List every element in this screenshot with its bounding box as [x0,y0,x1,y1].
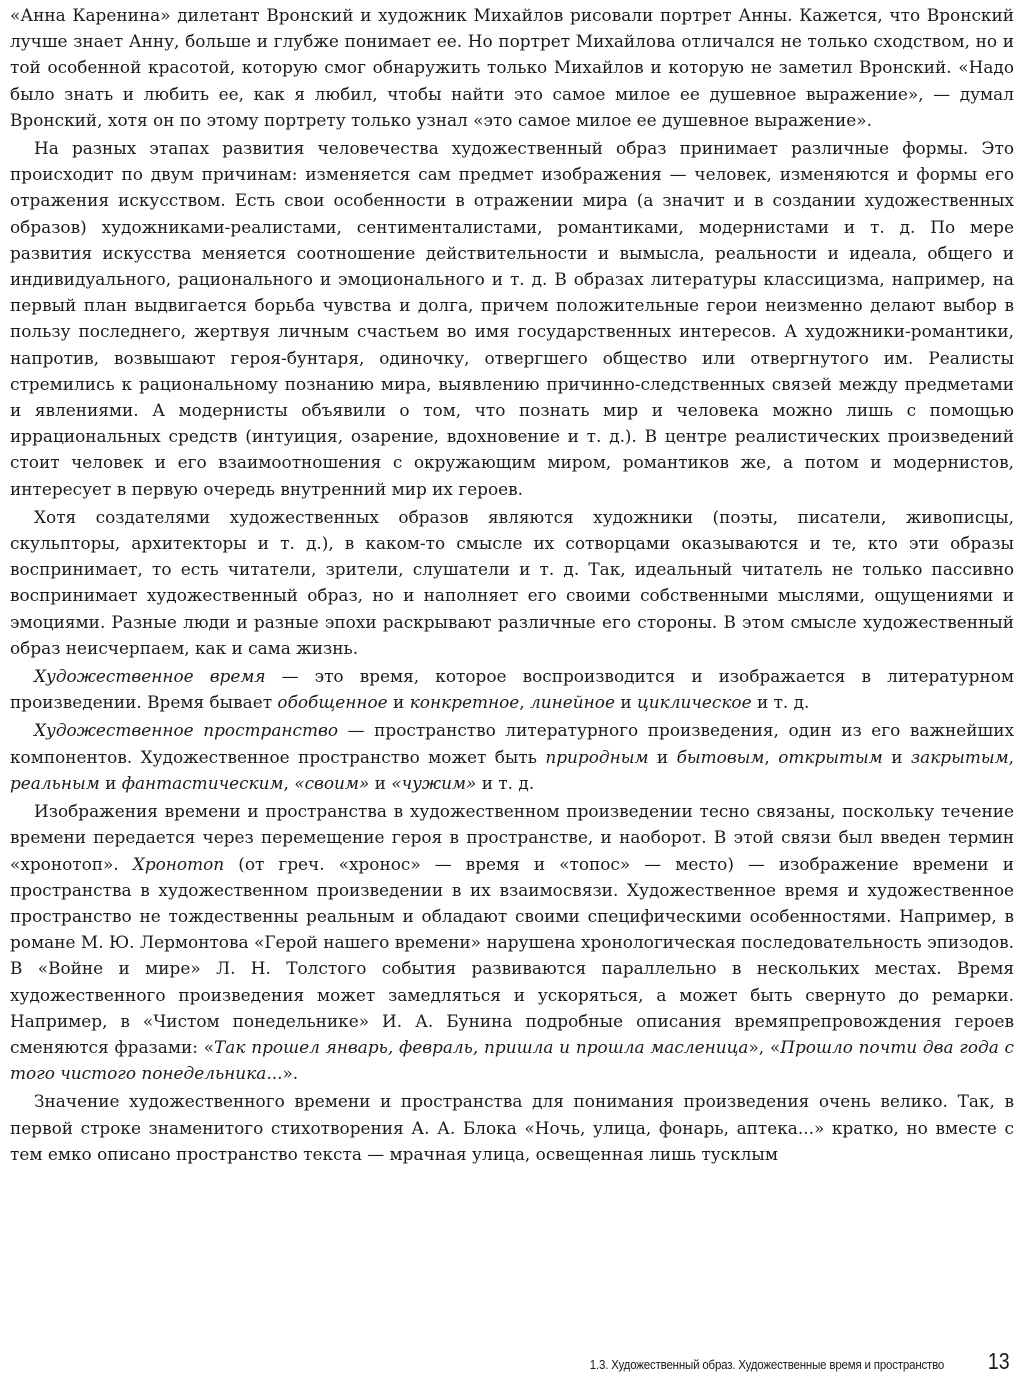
text-run: , [1008,746,1014,767]
italic-run: открытым [778,746,883,767]
italic-run: Прошло почти два года с того чистого понедельника... [10,1036,1015,1084]
italic-run: циклическое [636,692,752,713]
text-run: и [648,746,677,767]
text-run: », « [748,1036,781,1057]
italic-run: Художественное пространство [34,720,339,741]
italic-run: «чужим» [391,772,477,793]
paragraph-4 [10,663,1014,715]
italic-run: бытовым [676,746,765,767]
text-run: и [387,692,410,713]
text-run: — это время, которое воспроизводится и изображается в литературном произведении. Время бывает [10,666,1015,713]
text-run: ». [282,1063,299,1084]
italic-run: Хронотоп [132,853,225,874]
text-run: , [764,746,779,767]
page-footer [0,1348,1010,1378]
italic-run: природным [545,746,649,767]
text-run: (от греч. «хронос» — время и «топос» — место) — изображение времени и пространства в художественном произведении в их взаимосвязи. Художественное время и художественное пространство не тождественны реальным и обладают своими специфическими особенностями. Например, в романе М. Ю. Лермонтова «Герой нашего времени» нарушена хронологическая последовательность эпизодов. В «Войне и мире» Л. Н. Толстого события развиваются параллельно в нескольких местах. Время художественного произведения может замедляться и ускоряться, а может быть свернуто до ремарки. Например, в «Чистом понедельнике» И. А. Бунина подробные описания времяпрепровождения героев сменяются фразами: « [10,853,1014,1057]
text-run: «Анна Каренина» дилетант Вронский и художник Михайлов рисовали портрет Анны. Кажется, что Вронский лучше знает Анну, больше и глубже понимает ее. Но портрет Михайлова отличался не только сходством, но и той особенной красотой, которую смог обнаружить только Михайлов и которую не заметил Вронский. «Надо было знать и любить ее, как я любил, чтобы найти это самое милое ее душевное выражение», — думал Вронский, хотя он по этому портрету только узнал «это самое милое ее душевное выражение». [10,5,1014,130]
paragraph-5 [10,717,1014,796]
paragraph-6 [10,798,1014,1086]
text-run: и т. д. [751,692,810,713]
text-run: и [369,772,392,793]
italic-run: реальным [10,772,100,793]
text-run: На разных этапах развития человечества художественный образ принимает различные формы. Это происходит по двум причинам: изменяется сам предмет изображения — человек, изменяются и формы его отражения искусством. Есть свои особенности в отражении мира (а значит и в создании художественных образов) художниками-реалистами, сентименталистами, романтиками, модернистами и т. д. По мере развития искусства меняется соотношение действительности и вымысла, реальности и идеала, общего и индивидуального, рационального и эмоционального и т. д. В образах литературы классицизма, например, на первый план выдвигается борьба чувства и долга, причем положительные герои неизменно делают выбор в пользу последнего, жертвуя личным счастьем во имя государственных интересов. А художники-романтики, напротив, возвышают героя-бунтаря, одиночку, отвергшего общество или отвергнутого им. Реалисты стремились к рациональному познанию мира, выявлению причинно-следственных связей между предметами и явлениями. А модернисты объявили о том, что познать мир и человека можно лишь с помощью иррациональных средств (интуиция, озарение, вдохновение и т. д.). В центре реалистических произведений стоит человек и его взаимоотношения с окружающим миром, романтиков же, а потом и модернистов, интересует в первую очередь внутренний мир их героев. [10,138,1014,499]
italic-run: Так прошел январь, февраль, пришла и прошла масленица [214,1036,749,1057]
text-run: Хотя создателями художественных образов являются художники (поэты, писатели, живописцы, скульпторы, архитекторы и т. д.), в каком-то смысле их сотворцами оказываются и те, кто эти образы воспринимает, то есть читатели, зрители, слушатели и т. д. Так, идеальный читатель не только пассивно воспринимает художественный образ, но и наполняет его своими собственными мыслями, ощущениями и эмоциями. Разные люди и разные эпохи раскрывают различные его стороны. В этом смысле художественный образ неисчерпаем, как и сама жизнь. [10,506,1014,658]
italic-run: закрытым [910,746,1009,767]
italic-run: «своим» [294,772,370,793]
italic-run: Художественное время [34,666,266,687]
text-run: и т. д. [476,772,535,793]
paragraph-2 [10,135,1014,502]
text-run: и [882,746,911,767]
text-run: , [283,772,295,793]
text-run: и [614,692,637,713]
paragraph-3 [10,504,1014,661]
italic-run: линейное [530,692,615,713]
italic-run: обобщенное [277,692,388,713]
text-run: и [99,772,122,793]
italic-run: конкретное [409,692,520,713]
paragraph-7 [10,1088,1014,1167]
running-head: 1.3. Художественный образ. Художественные время и пространство [590,1358,945,1372]
page-number: 13 [988,1348,1010,1374]
page-body [10,2,1014,1169]
text-run: Значение художественного времени и пространства для понимания произведения очень велико. Так, в первой строке знаменитого стихотворения А. А. Блока «Ночь, улица, фонарь, аптека...» кратко, но вместе с тем емко описано пространство текста — мрачная улица, освещенная лишь тусклым [10,1091,1014,1164]
text-run: Изображения времени и пространства в художественном произведении тесно связаны, поскольку течение времени передается через перемещение героя в пространстве, и наоборот. В этой связи был введен термин «хронотоп». [10,801,1014,874]
text-run: — пространство литературного произведения, один из его важнейших компонентов. Художественное пространство может быть [10,720,1014,767]
paragraph-1 [10,2,1014,133]
text-run: , [519,692,531,713]
italic-run: фантастическим [121,772,284,793]
